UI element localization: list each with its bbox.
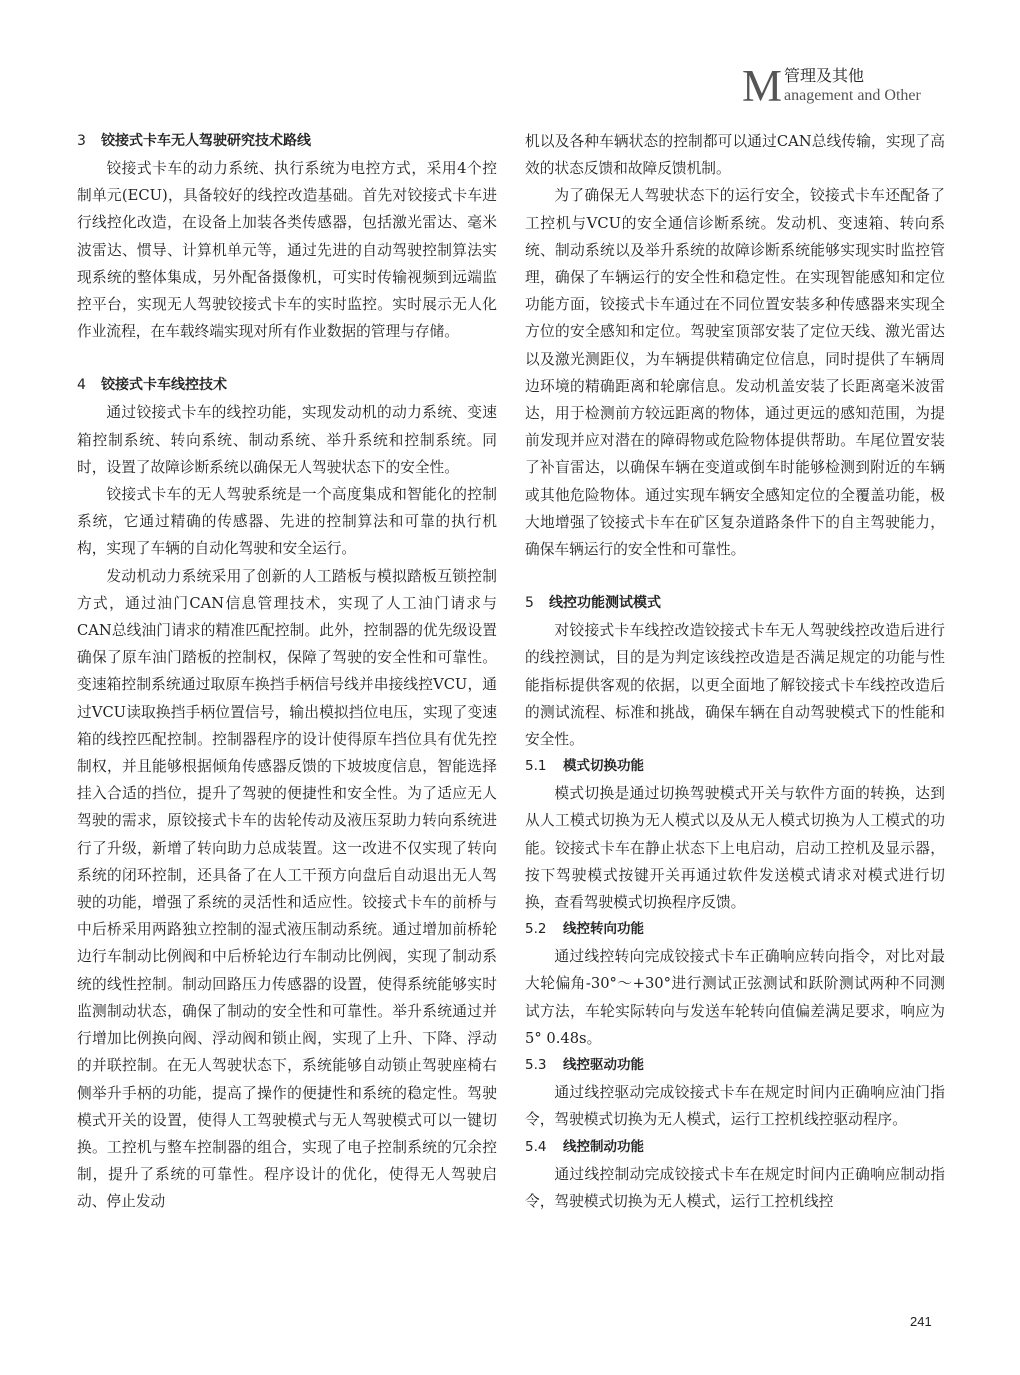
section-4-heading	[77, 372, 497, 399]
section-title: 铰接式卡车无人驾驶研究技术路线	[101, 133, 311, 149]
page-number: 241	[910, 1314, 932, 1329]
subsection-number: 5.3	[525, 1057, 547, 1074]
subsection-title: 模式切换功能	[563, 758, 644, 775]
subsection-number: 5.1	[525, 758, 547, 775]
subsection-title: 线控转向功能	[563, 921, 644, 938]
section-5-heading	[525, 590, 945, 617]
subsection-number: 5.4	[525, 1138, 547, 1155]
right-column	[525, 128, 945, 1215]
section-title: 铰接式卡车线控技术	[101, 377, 227, 394]
subsection-5-4-heading	[525, 1134, 945, 1161]
paragraph: 铰接式卡车的无人驾驶系统是一个高度集成和智能化的控制系统，它通过精确的传感器、先进的控制算法和可靠的执行机构，实现了车辆的自动化驾驶和安全运行。	[77, 486, 497, 558]
subsection-number: 5.2	[525, 921, 547, 938]
left-column	[77, 128, 497, 1216]
paragraph: 通过线控转向完成铰接式卡车正确响应转向指令，对比对最大轮偏角-30°～+30°进行测试正弦测试和跃阶测试两种不同测试方法，车轮实际转向与发送车轮转向值偏差满足要求，响应为5° 0.48s。	[525, 948, 945, 1047]
subsection-title: 线控制动功能	[563, 1138, 644, 1155]
subsection-5-2-heading	[525, 916, 945, 943]
subsection-5-1-heading	[525, 753, 945, 780]
paragraph: 铰接式卡车的动力系统、执行系统为电控方式，采用4个控制单元(ECU)，具备较好的线控改造基础。首先对铰接式卡车进行线控化改造，在设备上加装各类传感器，包括激光雷达、毫米波雷达、惯导、计算机单元等，通过先进的自动驾驶控制算法实现系统的整体集成，另外配备摄像机，可实时传输视频到远端监控平台，实现无人驾驶铰接式卡车的实时监控。实时展示无人化作业流程，在车载终端实现对所有作业数据的管理与存储。	[77, 160, 497, 341]
subsection-5-3-heading	[525, 1052, 945, 1079]
section-3-heading	[77, 128, 497, 155]
paragraph: 对铰接式卡车线控改造铰接式卡车无人驾驶线控改造后进行的线控测试，目的是为判定该线控改造是否满足规定的功能与性能指标提供客观的依据，以更全面地了解铰接式卡车线控改造后的测试流程、标准和挑战，确保车辆在自动驾驶模式下的性能和安全性。	[525, 622, 945, 749]
header-title-en: anagement and Other	[784, 87, 921, 104]
paragraph: 模式切换是通过切换驾驶模式开关与软件方面的转换，达到从人工模式切换为无人模式以及从无人模式切换为人工模式的功能。铰接式卡车在静止状态下上电启动，启动工控机及显示器，按下驾驶模式按键开关再通过软件发送模式请求对模式进行切换，查看驾驶模式切换程序反馈。	[525, 785, 945, 912]
section-number: 3	[77, 133, 86, 149]
paragraph: 为了确保无人驾驶状态下的运行安全，铰接式卡车还配备了工控机与VCU的安全通信诊断系统。发动机、变速箱、转向系统、制动系统以及举升系统的故障诊断系统能够实现实时监控管理，确保了车辆运行的安全性和稳定性。在实现智能感知和定位功能方面，铰接式卡车通过在不同位置安装多种传感器来实现全方位的安全感知和定位。驾驶室顶部安装了定位天线、激光雷达以及激光测距仪，为车辆提供精确定位信息，同时提供了车辆周边环境的精确距离和轮廓信息。发动机盖安装了长距离毫米波雷达，用于检测前方较远距离的物体，通过更远的感知范围，为提前发现并应对潜在的障碍物或危险物体提供帮助。车尾位置安装了补盲雷达，以确保车辆在变道或倒车时能够检测到附近的车辆或其他危险物体。通过实现车辆安全感知定位的全覆盖功能，极大地增强了铰接式卡车在矿区复杂道路条件下的自主驾驶能力，确保车辆运行的安全性和可靠性。	[525, 187, 945, 559]
section-title: 线控功能测试模式	[549, 595, 661, 612]
header-title-cn: 管理及其他	[784, 66, 865, 85]
paragraph: 机以及各种车辆状态的控制都可以通过CAN总线传输，实现了高效的状态反馈和故障反馈机制。	[525, 133, 945, 178]
paragraph: 通过线控驱动完成铰接式卡车在规定时间内正确响应油门指令，驾驶模式切换为无人模式，运行工控机线控驱动程序。	[525, 1084, 945, 1129]
paragraph: 通过铰接式卡车的线控功能，实现发动机的动力系统、变速箱控制系统、转向系统、制动系统、举升系统和控制系统。同时，设置了故障诊断系统以确保无人驾驶状态下的安全性。	[77, 404, 497, 476]
paragraph: 通过线控制动完成铰接式卡车在规定时间内正确响应制动指令，驾驶模式切换为无人模式，运行工控机线控	[525, 1165, 945, 1210]
running-header	[742, 61, 921, 111]
subsection-title: 线控驱动功能	[563, 1057, 644, 1074]
paragraph: 发动机动力系统采用了创新的人工踏板与模拟踏板互锁控制方式，通过油门CAN信息管理技术，实现了人工油门请求与CAN总线油门请求的精准匹配控制。此外，控制器的优先级设置确保了原车油门踏板的控制权，保障了驾驶的安全性和可靠性。变速箱控制系统通过取原车换挡手柄信号线并串接线控VCU，通过VCU读取换挡手柄位置信号，输出模拟挡位电压，实现了变速箱的线控匹配控制。控制器程序的设计使得原车挡位具有优先控制权，并且能够根据倾角传感器反馈的下坡坡度信息，智能选择挂入合适的挡位，提升了驾驶的便捷性和安全性。为了适应无人驾驶的需求，原铰接式卡车的齿轮传动及液压泵助力转向系统进行了升级，新增了转向助力总成装置。这一改进不仅实现了转向系统的闭环控制，还具备了在人工干预方向盘后自动退出无人驾驶的功能，增强了系统的灵活性和适应性。铰接式卡车的前桥与中后桥采用两路独立控制的湿式液压制动系统。通过增加前桥轮边行车制动比例阀和中后桥轮边行车制动比例阀，实现了制动系统的线性控制。制动回路压力传感器的设置，使得系统能够实时监测制动状态，确保了制动的安全性和可靠性。举升系统通过并行增加比例换向阀、浮动阀和锁止阀，实现了上升、下降、浮动的并联控制。在无人驾驶状态下，系统能够自动锁止驾驶座椅右侧举升手柄的功能，提高了操作的便捷性和系统的稳定性。驾驶模式开关的设置，使得人工驾驶模式与无人驾驶模式可以一键切换。工控机与整车控制器的组合，实现了电子控制系统的冗余控制，提升了系统的可靠性。程序设计的优化，使得无人驾驶启动、停止发动	[77, 567, 497, 1211]
section-number: 5	[525, 595, 534, 612]
header-initial: M	[742, 61, 783, 111]
section-number: 4	[77, 377, 86, 394]
